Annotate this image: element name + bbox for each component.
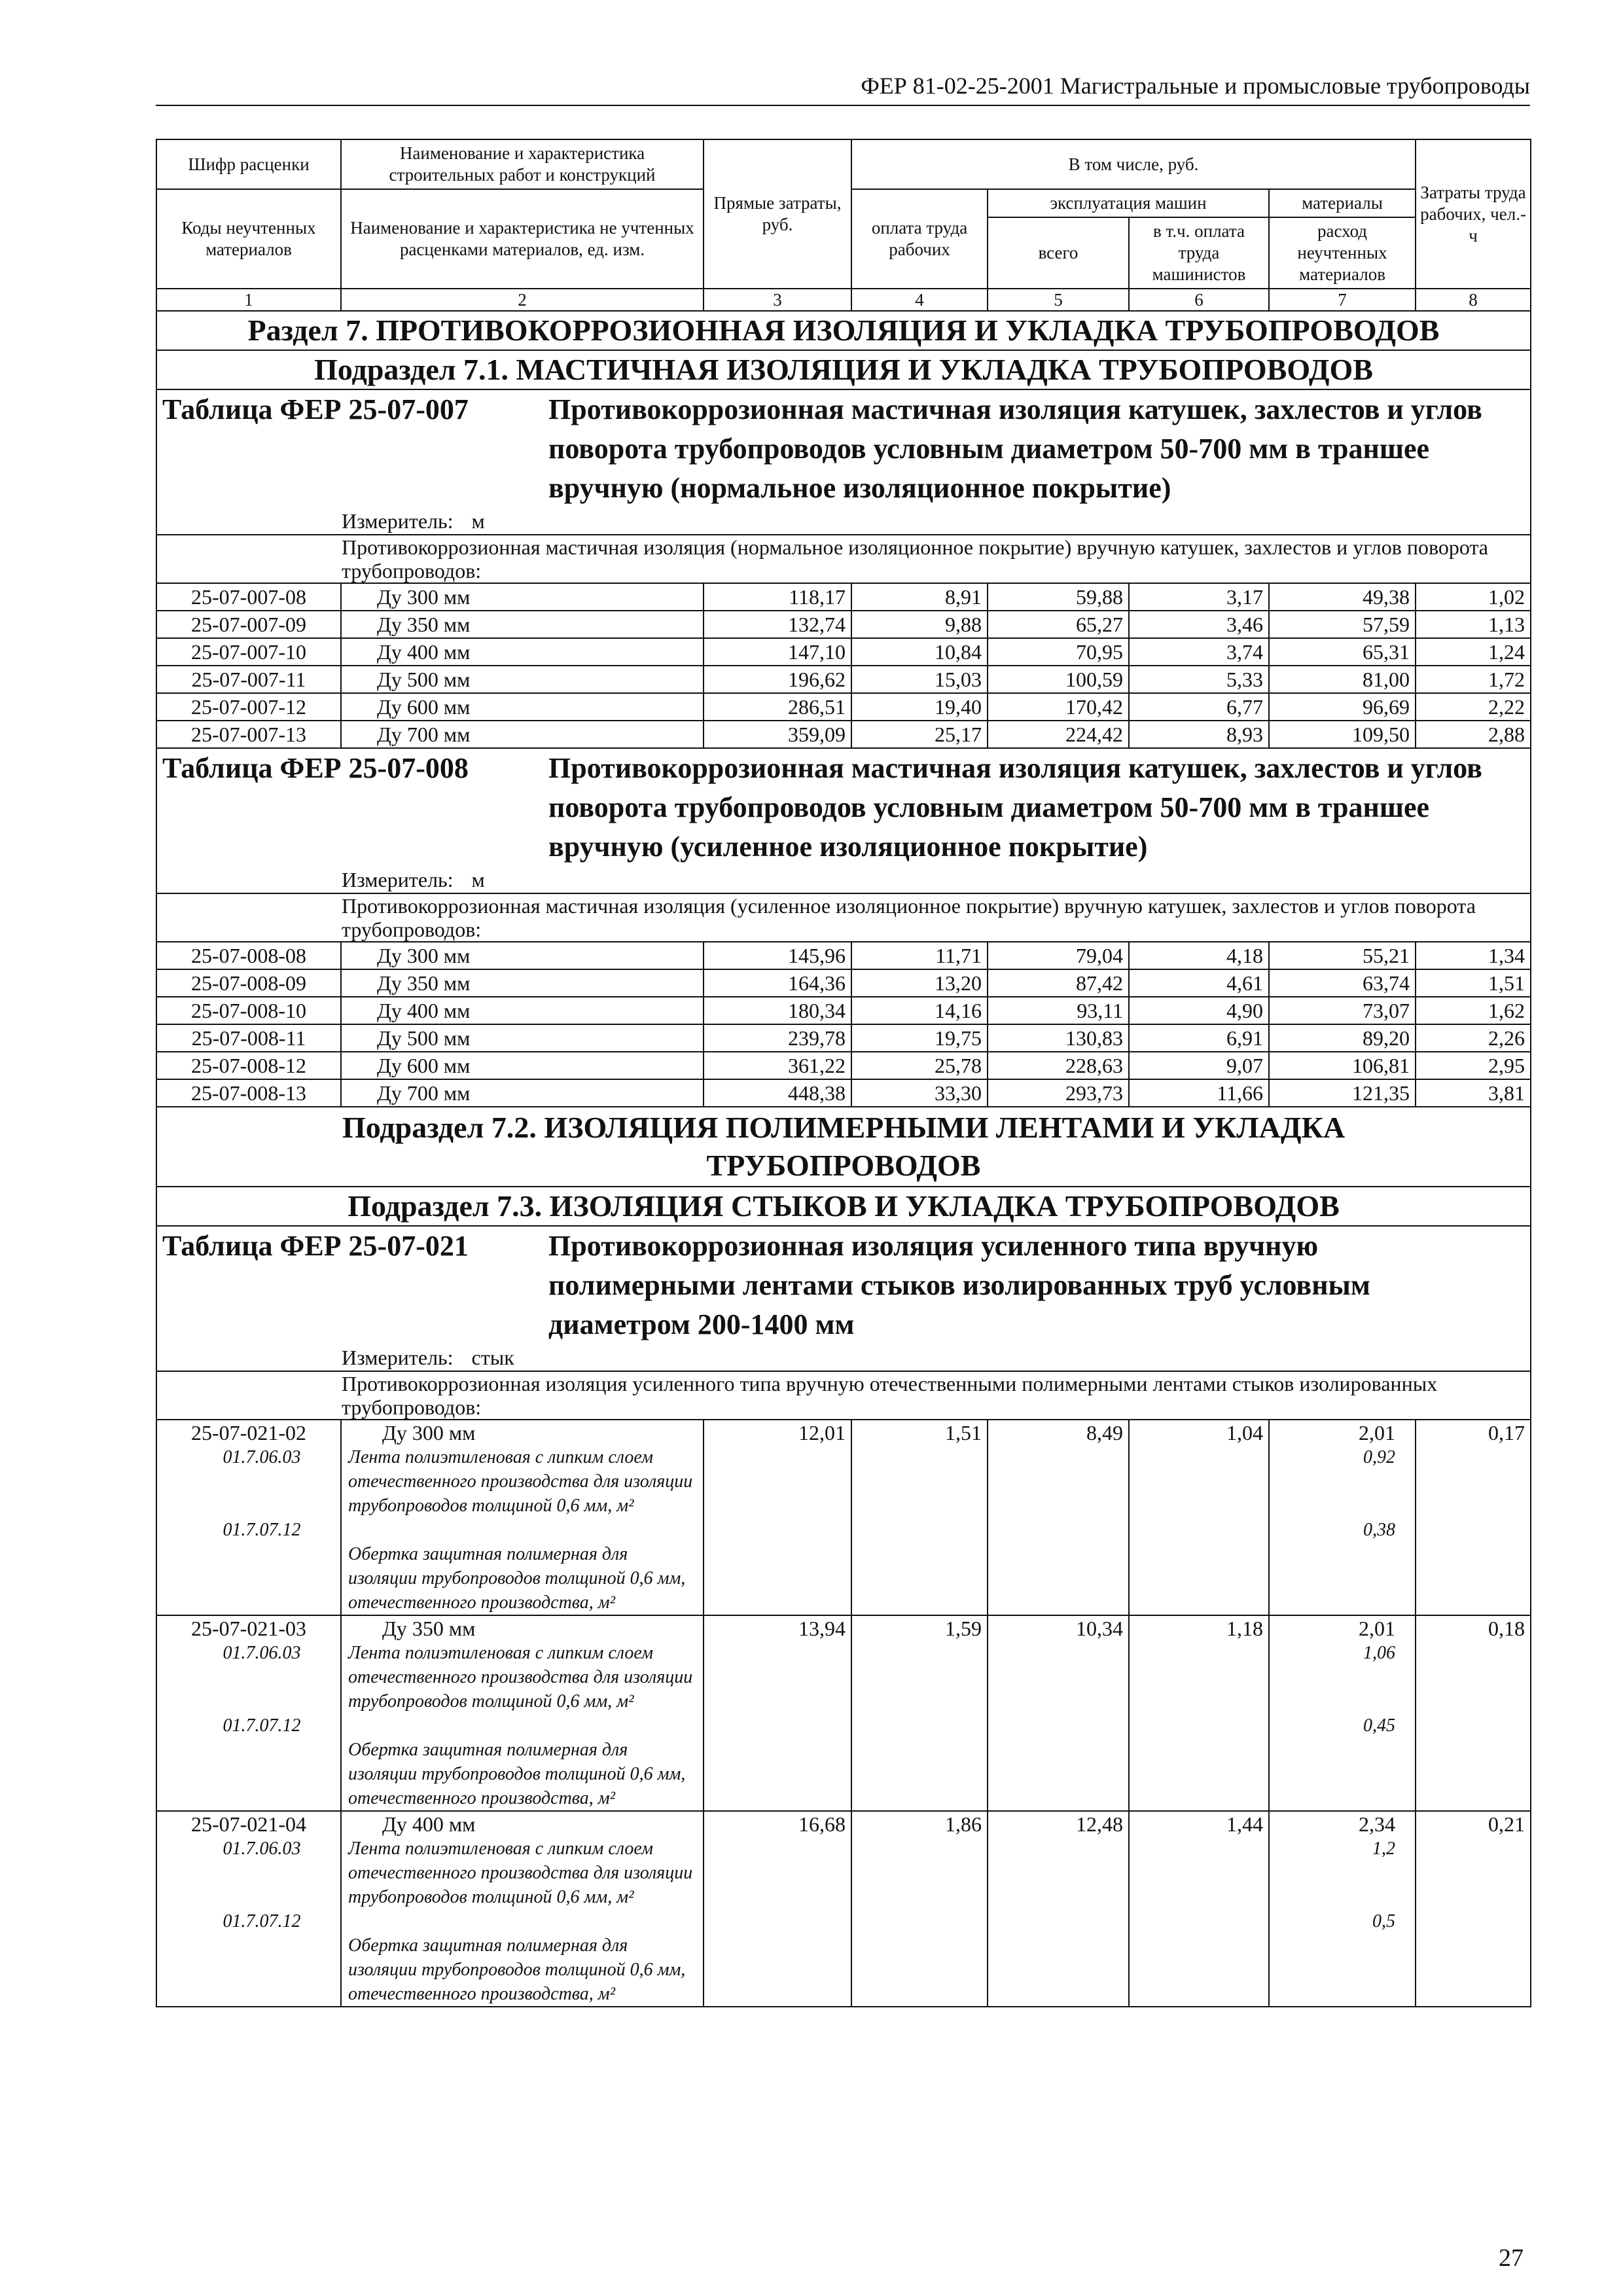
rate-code: 25-07-007-13 bbox=[156, 721, 341, 748]
machines-total: 228,63 bbox=[988, 1052, 1129, 1079]
measure-row bbox=[156, 1344, 1531, 1371]
direct-cost: 16,68 bbox=[704, 1811, 851, 2007]
table-row bbox=[156, 969, 1531, 997]
machines-pay: 5,33 bbox=[1129, 666, 1269, 693]
machines-pay: 4,90 bbox=[1129, 997, 1269, 1024]
table-id: Таблица ФЕР 25-07-008 bbox=[162, 752, 469, 784]
rate-name: Ду 300 мм bbox=[341, 583, 704, 611]
table-row bbox=[156, 1615, 1531, 1811]
material-quantity: 0,38 bbox=[1363, 1520, 1396, 1540]
measure-label: Измеритель: bbox=[342, 868, 454, 891]
labor-hours: 1,72 bbox=[1416, 666, 1531, 693]
direct-cost: 132,74 bbox=[704, 611, 851, 638]
rate-name: Ду 300 мм bbox=[341, 942, 704, 969]
table-row bbox=[156, 1079, 1531, 1107]
materials-cost: 63,74 bbox=[1269, 969, 1416, 997]
labor-pay: 33,30 bbox=[851, 1079, 988, 1107]
subsection-row bbox=[156, 1187, 1531, 1226]
header-unacc-name: Наименование и характеристика не учтенных расценками материалов, ед. изм. bbox=[341, 189, 704, 289]
machines-total: 70,95 bbox=[988, 638, 1129, 666]
machines-total: 59,88 bbox=[988, 583, 1129, 611]
materials-cost: 65,31 bbox=[1269, 638, 1416, 666]
work-description: Противокоррозионная изоляция усиленного типа вручную отечественными полимерными лентами стыков изолированных трубопроводов: bbox=[156, 1371, 1531, 1420]
direct-cost: 145,96 bbox=[704, 942, 851, 969]
column-number: 1 bbox=[156, 289, 341, 311]
running-header: ФЕР 81-02-25-2001 Магистральные и промысловые трубопроводы bbox=[156, 72, 1530, 106]
table-title-cell bbox=[156, 748, 1531, 867]
measure-row bbox=[156, 867, 1531, 893]
machines-pay: 1,44 bbox=[1129, 1811, 1269, 2007]
machines-pay: 9,07 bbox=[1129, 1052, 1269, 1079]
rate-code: 25-07-008-08 bbox=[156, 942, 341, 969]
work-description: Противокоррозионная мастичная изоляция (усиленное изоляционное покрытие) вручную катушек, захлестов и углов поворота трубопроводов: bbox=[156, 893, 1531, 942]
machines-total: 93,11 bbox=[988, 997, 1129, 1024]
labor-hours: 1,62 bbox=[1416, 997, 1531, 1024]
rate-code: 25-07-008-09 bbox=[156, 969, 341, 997]
header-machines-total: всего bbox=[988, 217, 1129, 289]
rate-code: 25-07-007-11 bbox=[156, 666, 341, 693]
table-row bbox=[156, 1024, 1531, 1052]
column-numbers-row bbox=[156, 289, 1531, 311]
table-row bbox=[156, 997, 1531, 1024]
material-quantity: 0,5 bbox=[1372, 1911, 1396, 1931]
labor-pay: 10,84 bbox=[851, 638, 988, 666]
material-code: 01.7.06.03 bbox=[223, 1643, 301, 1663]
labor-hours: 2,26 bbox=[1416, 1024, 1531, 1052]
labor-hours: 2,22 bbox=[1416, 693, 1531, 721]
materials-cost: 2,34 bbox=[1359, 1812, 1396, 1836]
rate-code: 25-07-007-09 bbox=[156, 611, 341, 638]
subsection-title: Подраздел 7.3. ИЗОЛЯЦИЯ СТЫКОВ И УКЛАДКА ТРУБОПРОВОДОВ bbox=[156, 1187, 1531, 1226]
header-materials-use: расход неучтенных материалов bbox=[1269, 217, 1416, 289]
machines-pay: 3,46 bbox=[1129, 611, 1269, 638]
material-code: 01.7.07.12 bbox=[223, 1715, 301, 1736]
column-number: 6 bbox=[1129, 289, 1269, 311]
table-title bbox=[162, 749, 1525, 867]
measure-row bbox=[156, 508, 1531, 535]
table-row bbox=[156, 611, 1531, 638]
labor-hours: 3,81 bbox=[1416, 1079, 1531, 1107]
rate-code: 25-07-007-12 bbox=[156, 693, 341, 721]
material-quantity: 1,06 bbox=[1363, 1643, 1396, 1663]
table-description: Противокоррозионная мастичная изоляция катушек, захлестов и углов поворота трубопроводов условным диаметром 50-700 мм в траншее вручную (усиленное изоляционное покрытие) bbox=[548, 752, 1482, 863]
machines-total: 12,48 bbox=[988, 1811, 1129, 2007]
labor-pay: 25,78 bbox=[851, 1052, 988, 1079]
section-title: Раздел 7. ПРОТИВОКОРРОЗИОННАЯ ИЗОЛЯЦИЯ И УКЛАДКА ТРУБОПРОВОДОВ bbox=[156, 311, 1531, 350]
table-row bbox=[156, 583, 1531, 611]
rate-name: Ду 500 мм bbox=[341, 1024, 704, 1052]
labor-pay: 1,51 bbox=[851, 1420, 988, 1615]
rate-code: 25-07-007-10 bbox=[156, 638, 341, 666]
materials-cost: 106,81 bbox=[1269, 1052, 1416, 1079]
section-row bbox=[156, 311, 1531, 350]
header-unacc-codes: Коды неучтенных материалов bbox=[156, 189, 341, 289]
labor-pay: 8,91 bbox=[851, 583, 988, 611]
direct-cost: 361,22 bbox=[704, 1052, 851, 1079]
labor-hours: 0,18 bbox=[1416, 1615, 1531, 1811]
measure-cell bbox=[156, 867, 1531, 893]
labor-pay: 19,75 bbox=[851, 1024, 988, 1052]
rate-name: Ду 400 мм bbox=[341, 997, 704, 1024]
header-code: Шифр расценки bbox=[156, 139, 341, 189]
work-description-row bbox=[156, 535, 1531, 583]
rate-name: Ду 400 мм bbox=[382, 1812, 476, 1836]
rate-code-cell bbox=[156, 1615, 341, 1811]
column-number: 4 bbox=[851, 289, 988, 311]
table-id: Таблица ФЕР 25-07-021 bbox=[162, 1230, 469, 1262]
column-number: 5 bbox=[988, 289, 1129, 311]
rate-name: Ду 400 мм bbox=[341, 638, 704, 666]
machines-pay: 6,77 bbox=[1129, 693, 1269, 721]
header-direct: Прямые затраты, руб. bbox=[704, 139, 851, 289]
material-name: Обертка защитная полимерная для изоляции трубопроводов толщиной 0,6 мм, отечественного производства, м² bbox=[348, 1935, 686, 2004]
direct-cost: 448,38 bbox=[704, 1079, 851, 1107]
header-row-1 bbox=[156, 139, 1531, 189]
labor-hours: 1,34 bbox=[1416, 942, 1531, 969]
materials-cost: 2,01 bbox=[1359, 1617, 1396, 1640]
machines-total: 224,42 bbox=[988, 721, 1129, 748]
rate-name: Ду 350 мм bbox=[341, 969, 704, 997]
page-number: 27 bbox=[1499, 2244, 1524, 2272]
materials-cost: 49,38 bbox=[1269, 583, 1416, 611]
material-quantity: 0,92 bbox=[1363, 1447, 1396, 1467]
machines-total: 10,34 bbox=[988, 1615, 1129, 1811]
rate-code: 25-07-021-03 bbox=[191, 1617, 306, 1640]
material-name: Обертка защитная полимерная для изоляции трубопроводов толщиной 0,6 мм, отечественного производства, м² bbox=[348, 1544, 686, 1613]
work-description-row bbox=[156, 1371, 1531, 1420]
materials-cell bbox=[1269, 1811, 1416, 2007]
column-number: 2 bbox=[341, 289, 704, 311]
labor-hours: 1,13 bbox=[1416, 611, 1531, 638]
machines-total: 100,59 bbox=[988, 666, 1129, 693]
rate-code-cell bbox=[156, 1811, 341, 2007]
labor-pay: 25,17 bbox=[851, 721, 988, 748]
direct-cost: 180,34 bbox=[704, 997, 851, 1024]
table-row bbox=[156, 942, 1531, 969]
materials-cost: 81,00 bbox=[1269, 666, 1416, 693]
subsection-title: Подраздел 7.1. МАСТИЧНАЯ ИЗОЛЯЦИЯ И УКЛАДКА ТРУБОПРОВОДОВ bbox=[156, 350, 1531, 389]
machines-total: 170,42 bbox=[988, 693, 1129, 721]
rate-name: Ду 600 мм bbox=[341, 1052, 704, 1079]
machines-pay: 1,04 bbox=[1129, 1420, 1269, 1615]
direct-cost: 13,94 bbox=[704, 1615, 851, 1811]
materials-cost: 57,59 bbox=[1269, 611, 1416, 638]
machines-pay: 1,18 bbox=[1129, 1615, 1269, 1811]
machines-pay: 3,74 bbox=[1129, 638, 1269, 666]
rates-table bbox=[156, 139, 1531, 2007]
measure-label: Измеритель: bbox=[342, 509, 454, 533]
table-row bbox=[156, 638, 1531, 666]
header-incl: В том числе, руб. bbox=[851, 139, 1416, 189]
labor-pay: 11,71 bbox=[851, 942, 988, 969]
rate-name: Ду 350 мм bbox=[382, 1617, 476, 1640]
measure-cell bbox=[156, 508, 1531, 535]
labor-hours: 1,02 bbox=[1416, 583, 1531, 611]
header-labor-pay: оплата труда рабочих bbox=[851, 189, 988, 289]
machines-total: 65,27 bbox=[988, 611, 1129, 638]
direct-cost: 147,10 bbox=[704, 638, 851, 666]
machines-total: 130,83 bbox=[988, 1024, 1129, 1052]
rate-name: Ду 700 мм bbox=[341, 721, 704, 748]
materials-cell bbox=[1269, 1615, 1416, 1811]
labor-hours: 2,95 bbox=[1416, 1052, 1531, 1079]
labor-pay: 9,88 bbox=[851, 611, 988, 638]
work-description-row bbox=[156, 893, 1531, 942]
header-materials: материалы bbox=[1269, 189, 1416, 217]
materials-cost: 96,69 bbox=[1269, 693, 1416, 721]
labor-pay: 13,20 bbox=[851, 969, 988, 997]
direct-cost: 196,62 bbox=[704, 666, 851, 693]
labor-pay: 15,03 bbox=[851, 666, 988, 693]
measure-value: стык bbox=[471, 1346, 514, 1369]
material-name: Лента полиэтиленовая с липким слоем отечественного производства для изоляции трубопроводов толщиной 0,6 мм, м² bbox=[348, 1447, 693, 1516]
table-row bbox=[156, 721, 1531, 748]
subsection-title: Подраздел 7.2. ИЗОЛЯЦИЯ ПОЛИМЕРНЫМИ ЛЕНТАМИ И УКЛАДКА ТРУБОПРОВОДОВ bbox=[156, 1107, 1531, 1187]
table-description: Противокоррозионная изоляция усиленного типа вручную полимерными лентами стыков изолированных труб условным диаметром 200-1400 мм bbox=[548, 1230, 1370, 1340]
table-title-row bbox=[156, 748, 1531, 867]
table-id: Таблица ФЕР 25-07-007 bbox=[162, 393, 469, 425]
table-title bbox=[162, 1227, 1525, 1344]
rate-name-cell bbox=[341, 1420, 704, 1615]
materials-cell bbox=[1269, 1420, 1416, 1615]
table-row bbox=[156, 693, 1531, 721]
material-name: Обертка защитная полимерная для изоляции трубопроводов толщиной 0,6 мм, отечественного производства, м² bbox=[348, 1740, 686, 1808]
direct-cost: 359,09 bbox=[704, 721, 851, 748]
rate-name: Ду 300 мм bbox=[382, 1421, 476, 1444]
rate-code: 25-07-008-10 bbox=[156, 997, 341, 1024]
material-code: 01.7.06.03 bbox=[223, 1839, 301, 1859]
header-machines: эксплуатация машин bbox=[988, 189, 1269, 217]
table-title-cell bbox=[156, 389, 1531, 508]
machines-total: 79,04 bbox=[988, 942, 1129, 969]
machines-pay: 3,17 bbox=[1129, 583, 1269, 611]
rate-code: 25-07-007-08 bbox=[156, 583, 341, 611]
rate-name: Ду 700 мм bbox=[341, 1079, 704, 1107]
materials-cost: 55,21 bbox=[1269, 942, 1416, 969]
subsection-row bbox=[156, 350, 1531, 389]
materials-cost: 89,20 bbox=[1269, 1024, 1416, 1052]
header-labor: Затраты труда рабочих, чел.-ч bbox=[1416, 139, 1531, 289]
materials-cost: 121,35 bbox=[1269, 1079, 1416, 1107]
labor-hours: 1,24 bbox=[1416, 638, 1531, 666]
direct-cost: 12,01 bbox=[704, 1420, 851, 1615]
machines-pay: 6,91 bbox=[1129, 1024, 1269, 1052]
materials-cost: 73,07 bbox=[1269, 997, 1416, 1024]
table-title-row bbox=[156, 389, 1531, 508]
machines-pay: 4,61 bbox=[1129, 969, 1269, 997]
table-title-cell bbox=[156, 1226, 1531, 1344]
work-description: Противокоррозионная мастичная изоляция (нормальное изоляционное покрытие) вручную катушек, захлестов и углов поворота трубопроводов: bbox=[156, 535, 1531, 583]
machines-total: 8,49 bbox=[988, 1420, 1129, 1615]
rate-name: Ду 600 мм bbox=[341, 693, 704, 721]
rate-code: 25-07-008-12 bbox=[156, 1052, 341, 1079]
labor-hours: 0,17 bbox=[1416, 1420, 1531, 1615]
table-title bbox=[162, 390, 1525, 508]
rate-code: 25-07-021-04 bbox=[191, 1812, 306, 1836]
labor-hours: 2,88 bbox=[1416, 721, 1531, 748]
table-description: Противокоррозионная мастичная изоляция катушек, захлестов и углов поворота трубопроводов условным диаметром 50-700 мм в траншее вручную (нормальное изоляционное покрытие) bbox=[548, 393, 1482, 504]
labor-hours: 1,51 bbox=[1416, 969, 1531, 997]
header-name: Наименование и характеристика строительных работ и конструкций bbox=[341, 139, 704, 189]
material-code: 01.7.06.03 bbox=[223, 1447, 301, 1467]
machines-pay: 4,18 bbox=[1129, 942, 1269, 969]
material-name: Лента полиэтиленовая с липким слоем отечественного производства для изоляции трубопроводов толщиной 0,6 мм, м² bbox=[348, 1839, 693, 1907]
labor-pay: 1,59 bbox=[851, 1615, 988, 1811]
machines-pay: 11,66 bbox=[1129, 1079, 1269, 1107]
column-number: 3 bbox=[704, 289, 851, 311]
machines-pay: 8,93 bbox=[1129, 721, 1269, 748]
labor-hours: 0,21 bbox=[1416, 1811, 1531, 2007]
material-quantity: 0,45 bbox=[1363, 1715, 1396, 1736]
rate-name-cell bbox=[341, 1811, 704, 2007]
rate-code: 25-07-008-11 bbox=[156, 1024, 341, 1052]
direct-cost: 164,36 bbox=[704, 969, 851, 997]
materials-cost: 109,50 bbox=[1269, 721, 1416, 748]
measure-cell bbox=[156, 1344, 1531, 1371]
table-row bbox=[156, 666, 1531, 693]
direct-cost: 286,51 bbox=[704, 693, 851, 721]
material-code: 01.7.07.12 bbox=[223, 1911, 301, 1931]
table-row bbox=[156, 1811, 1531, 2007]
materials-cost: 2,01 bbox=[1359, 1421, 1396, 1444]
rate-code: 25-07-008-13 bbox=[156, 1079, 341, 1107]
rate-code-cell bbox=[156, 1420, 341, 1615]
material-quantity: 1,2 bbox=[1372, 1839, 1396, 1859]
material-code: 01.7.07.12 bbox=[223, 1520, 301, 1540]
rate-name: Ду 500 мм bbox=[341, 666, 704, 693]
subsection-row bbox=[156, 1107, 1531, 1187]
material-name: Лента полиэтиленовая с липким слоем отечественного производства для изоляции трубопроводов толщиной 0,6 мм, м² bbox=[348, 1643, 693, 1712]
labor-pay: 19,40 bbox=[851, 693, 988, 721]
measure-label: Измеритель: bbox=[342, 1346, 454, 1369]
table-row bbox=[156, 1052, 1531, 1079]
header-machines-pay: в т.ч. оплата труда машинистов bbox=[1129, 217, 1269, 289]
rate-name-cell bbox=[341, 1615, 704, 1811]
rate-code: 25-07-021-02 bbox=[191, 1421, 306, 1444]
direct-cost: 239,78 bbox=[704, 1024, 851, 1052]
table-title-row bbox=[156, 1226, 1531, 1344]
rate-name: Ду 350 мм bbox=[341, 611, 704, 638]
rates-table-body bbox=[156, 139, 1531, 2007]
labor-pay: 1,86 bbox=[851, 1811, 988, 2007]
measure-value: м bbox=[471, 509, 485, 533]
machines-total: 293,73 bbox=[988, 1079, 1129, 1107]
column-number: 8 bbox=[1416, 289, 1531, 311]
column-number: 7 bbox=[1269, 289, 1416, 311]
measure-value: м bbox=[471, 868, 485, 891]
table-row bbox=[156, 1420, 1531, 1615]
labor-pay: 14,16 bbox=[851, 997, 988, 1024]
machines-total: 87,42 bbox=[988, 969, 1129, 997]
direct-cost: 118,17 bbox=[704, 583, 851, 611]
